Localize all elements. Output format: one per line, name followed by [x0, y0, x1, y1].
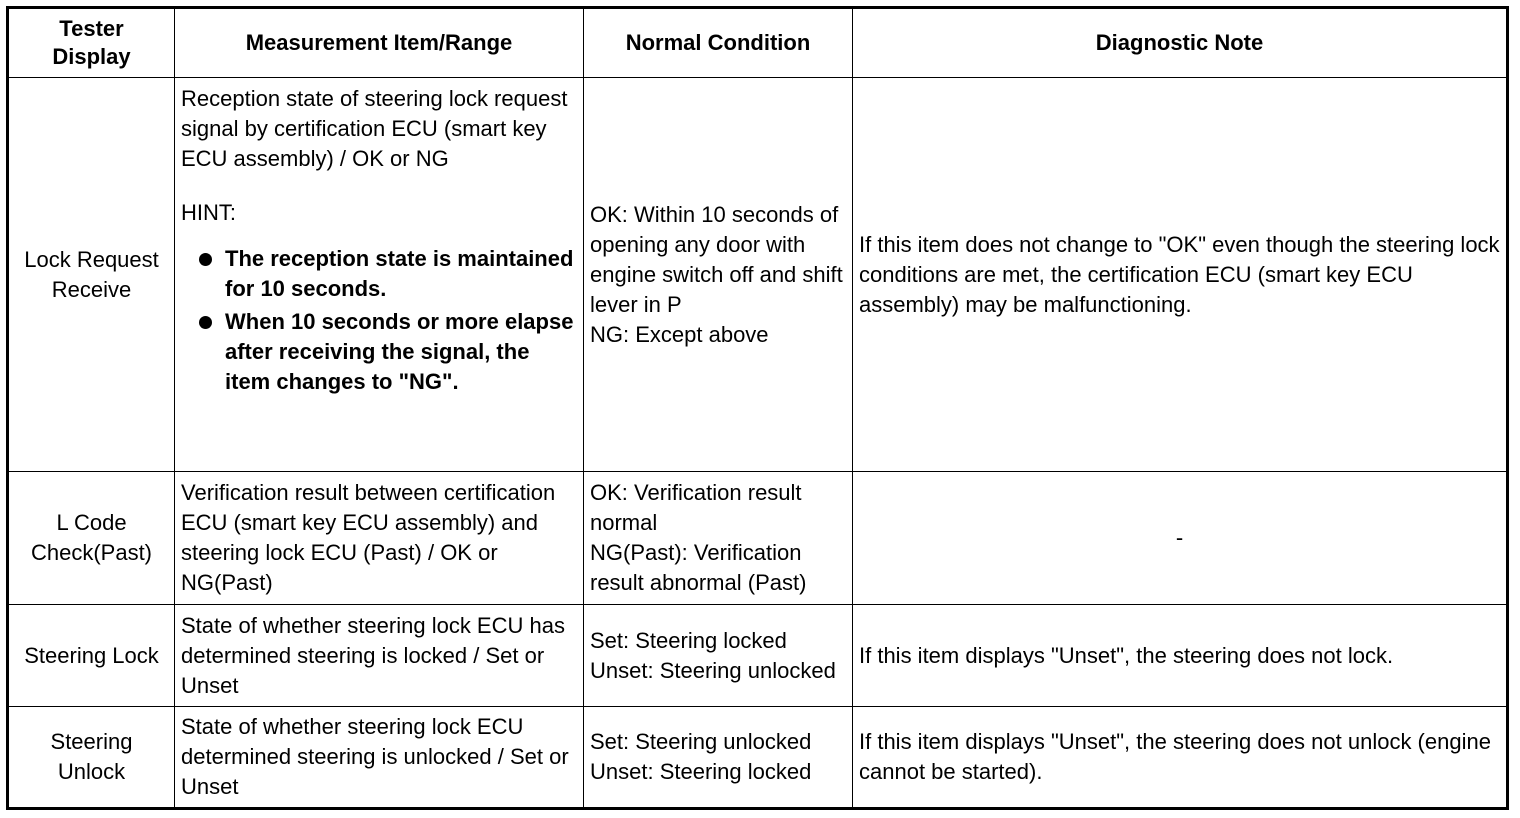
- measurement-cell: State of whether steering lock ECU determined steering is unlocked / Set or Unset: [175, 707, 584, 809]
- hint-label: HINT:: [181, 200, 236, 225]
- hint-list: [181, 244, 577, 397]
- tester-display-cell: L Code Check(Past): [8, 472, 175, 605]
- header-measurement: Measurement Item/Range: [175, 8, 584, 78]
- diagnostic-note-cell: If this item displays "Unset", the steering does not lock.: [853, 605, 1508, 707]
- header-tester-display: Tester Display: [8, 8, 175, 78]
- table-row: [8, 78, 1508, 472]
- hint-item: [181, 307, 577, 397]
- hint-item: [181, 244, 577, 304]
- normal-condition-cell: Set: Steering locked Unset: Steering unlocked: [584, 605, 853, 707]
- tester-display-cell: Steering Unlock: [8, 707, 175, 809]
- table-row: [8, 472, 1508, 605]
- header-normal-condition: Normal Condition: [584, 8, 853, 78]
- hint-text: When 10 seconds or more elapse after receiving the signal, the item changes to "NG".: [225, 309, 574, 394]
- diagnostic-table: [6, 6, 1509, 810]
- diagnostic-table-container: [6, 6, 1506, 810]
- measurement-cell: [175, 78, 584, 472]
- measurement-cell: State of whether steering lock ECU has determined steering is locked / Set or Unset: [175, 605, 584, 707]
- tester-display-cell: Steering Lock: [8, 605, 175, 707]
- header-diagnostic-note: Diagnostic Note: [853, 8, 1508, 78]
- table-row: [8, 707, 1508, 809]
- table-row: [8, 605, 1508, 707]
- diagnostic-note-cell: If this item displays "Unset", the steering does not unlock (engine cannot be started).: [853, 707, 1508, 809]
- measurement-cell: Verification result between certification ECU (smart key ECU assembly) and steering lock ECU (Past) / OK or NG(Past): [175, 472, 584, 605]
- bullet-icon: [199, 253, 212, 266]
- diagnostic-note-cell: -: [853, 472, 1508, 605]
- bullet-icon: [199, 316, 212, 329]
- header-row: [8, 8, 1508, 78]
- diagnostic-note-cell: If this item does not change to "OK" even though the steering lock conditions are met, the certification ECU (smart key ECU assembly) may be malfunctioning.: [853, 78, 1508, 472]
- normal-condition-cell: OK: Within 10 seconds of opening any door with engine switch off and shift lever in P NG: Except above: [584, 78, 853, 472]
- measurement-text: Reception state of steering lock request signal by certification ECU (smart key ECU assembly) / OK or NG: [181, 86, 568, 171]
- hint-text: The reception state is maintained for 10 seconds.: [225, 246, 574, 301]
- normal-condition-cell: OK: Verification result normal NG(Past): Verification result abnormal (Past): [584, 472, 853, 605]
- normal-condition-cell: Set: Steering unlocked Unset: Steering locked: [584, 707, 853, 809]
- tester-display-cell: Lock Request Receive: [8, 78, 175, 472]
